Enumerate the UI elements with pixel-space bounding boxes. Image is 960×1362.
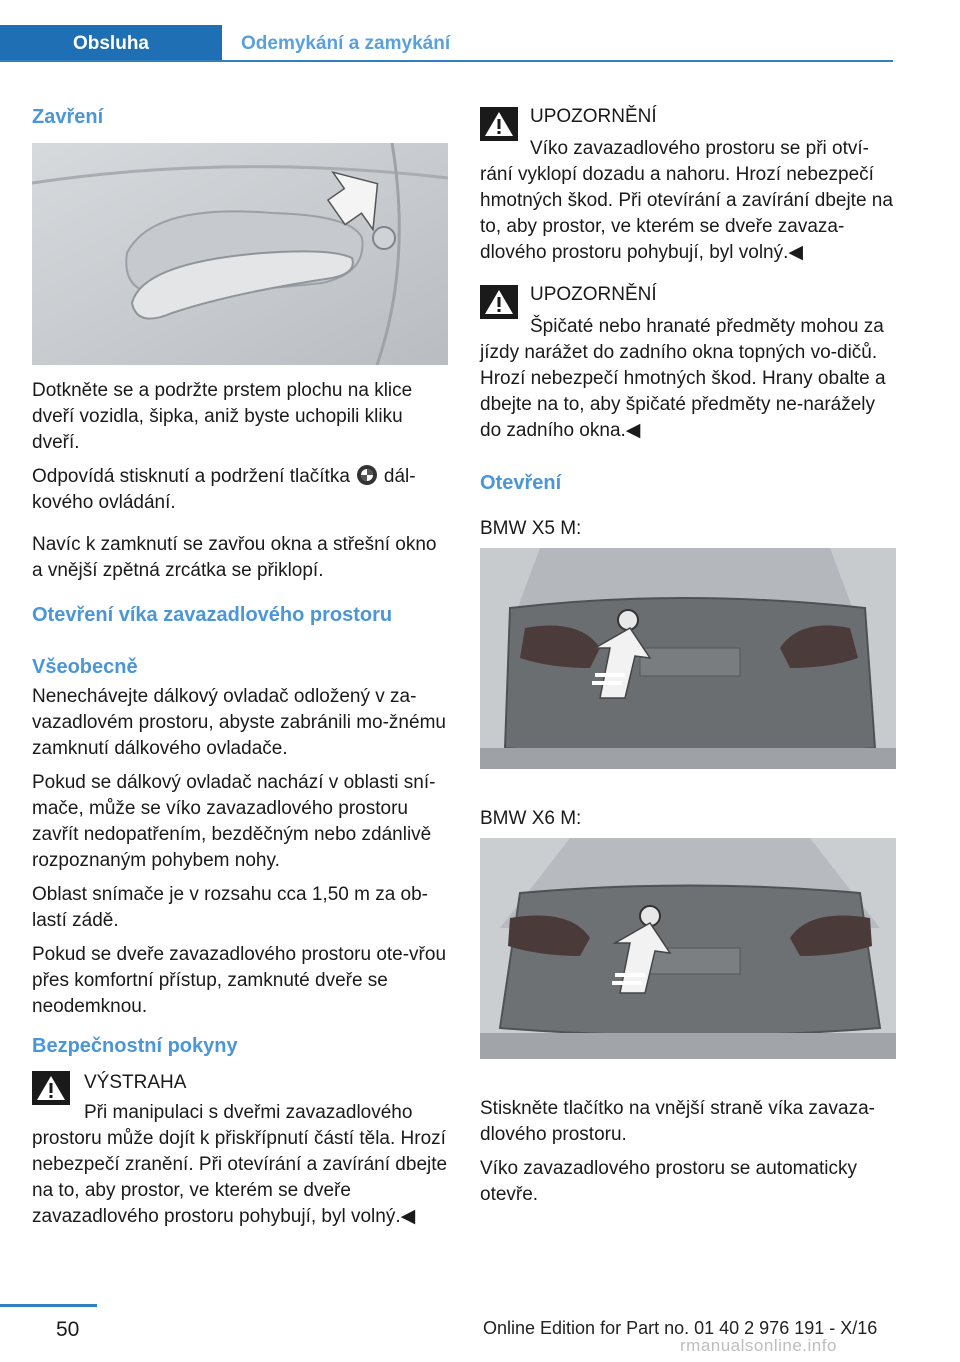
remote-lock-button-icon (356, 464, 378, 486)
heading-open-trunk: Otevření víka zavazadlového prostoru (32, 604, 393, 626)
paragraph-2-end: dál-kového ovládání. (32, 466, 416, 513)
heading-safety: Bezpečnostní pokyny (32, 1035, 238, 1057)
tab-odemykani[interactable]: Odemykání a zamykání (241, 33, 451, 54)
heading-opening: Otevření (480, 472, 562, 494)
x6-label: BMW X6 M: (480, 808, 582, 829)
heading-general: Všeobecně (32, 656, 138, 678)
caution-2-title: UPOZORNĚNÍ (530, 284, 657, 305)
tab-obsluha[interactable]: Obsluha (0, 25, 222, 62)
header-rule (0, 60, 893, 62)
bmw-x5-tailgate-image (480, 548, 896, 769)
warning-title: VÝSTRAHA (84, 1072, 187, 1093)
paragraph-9: Víko zavazadlového prostoru se automaticky otevře. (480, 1158, 858, 1205)
caution-1-title: UPOZORNĚNÍ (530, 106, 657, 127)
warning-text: Při manipulaci s dveřmi zavazadlového prostoru může dojít k přiskřípnutí částí těla. Hrozí nebezpečí zranění. Při otevírání a zavírání dbejte na to, aby prostor, ve kterém se dveře zavazadlového prostoru pohybují, byl volný.◀ (32, 1102, 448, 1227)
watermark: rmanualsonline.info (680, 1336, 837, 1355)
page-number: 50 (56, 1318, 80, 1341)
caution-2-text: Špičaté nebo hranaté předměty mohou za jízdy narážet do zadního okna topných vo-dičů. Hrozí nebezpečí hmotných škod. Hrany obalte a dbejte na to, aby špičaté předměty ne-narážely do zadního okna.◀ (480, 316, 886, 441)
paragraph-3: Navíc k zamknutí se zavřou okna a střešní okno a vnější zpětná zrcátka se přiklopí. (32, 534, 437, 581)
paragraph-5: Pokud se dálkový ovladač nachází v oblasti sní-mače, může se víko zavazadlového prostoru zavřít nedopatřením, bezděčným nebo zdánlivě rozpoznaným pohybem nohy. (32, 772, 436, 871)
caution-1-text: Víko zavazadlového prostoru se při otví-rání vyklopí dozadu a nahoru. Hrozí nebezpečí hmotných škod. Při otevírání a zavírání dbejte na to, aby prostor, ve kterém se dveře zavaza-dlového prostoru pohybují, byl volný.◀ (480, 138, 893, 263)
footer-rule (0, 1304, 97, 1307)
paragraph-2-start: Odpovídá stisknutí a podržení tlačítka (32, 466, 350, 487)
paragraph-1: Dotkněte se a podržte prstem plochu na klice dveří vozidla, šipka, aniž byste uchopili kliku dveří. (32, 380, 413, 453)
paragraph-4: Nenechávejte dálkový ovladač odložený v za-vazadlovém prostoru, abyste zabránili mo-žnému zamknutí dálkového ovladače. (32, 686, 446, 759)
paragraph-7: Pokud se dveře zavazadlového prostoru ote-vřou přes komfortní přístup, zamknuté dveře se neodemknou. (32, 944, 447, 1017)
paragraph-6: Oblast snímače je v rozsahu cca 1,50 m za ob-lastí zádě. (32, 884, 429, 931)
door-handle-image (32, 143, 448, 365)
edition-info: Online Edition for Part no. 01 40 2 976 191 - X/16 (483, 1318, 878, 1338)
x5-label: BMW X5 M: (480, 518, 582, 539)
heading-close: Zavření (32, 106, 104, 128)
bmw-x6-tailgate-image (480, 838, 896, 1059)
paragraph-2 (32, 464, 450, 516)
paragraph-8: Stiskněte tlačítko na vnější straně víka zavaza-dlového prostoru. (480, 1098, 875, 1145)
